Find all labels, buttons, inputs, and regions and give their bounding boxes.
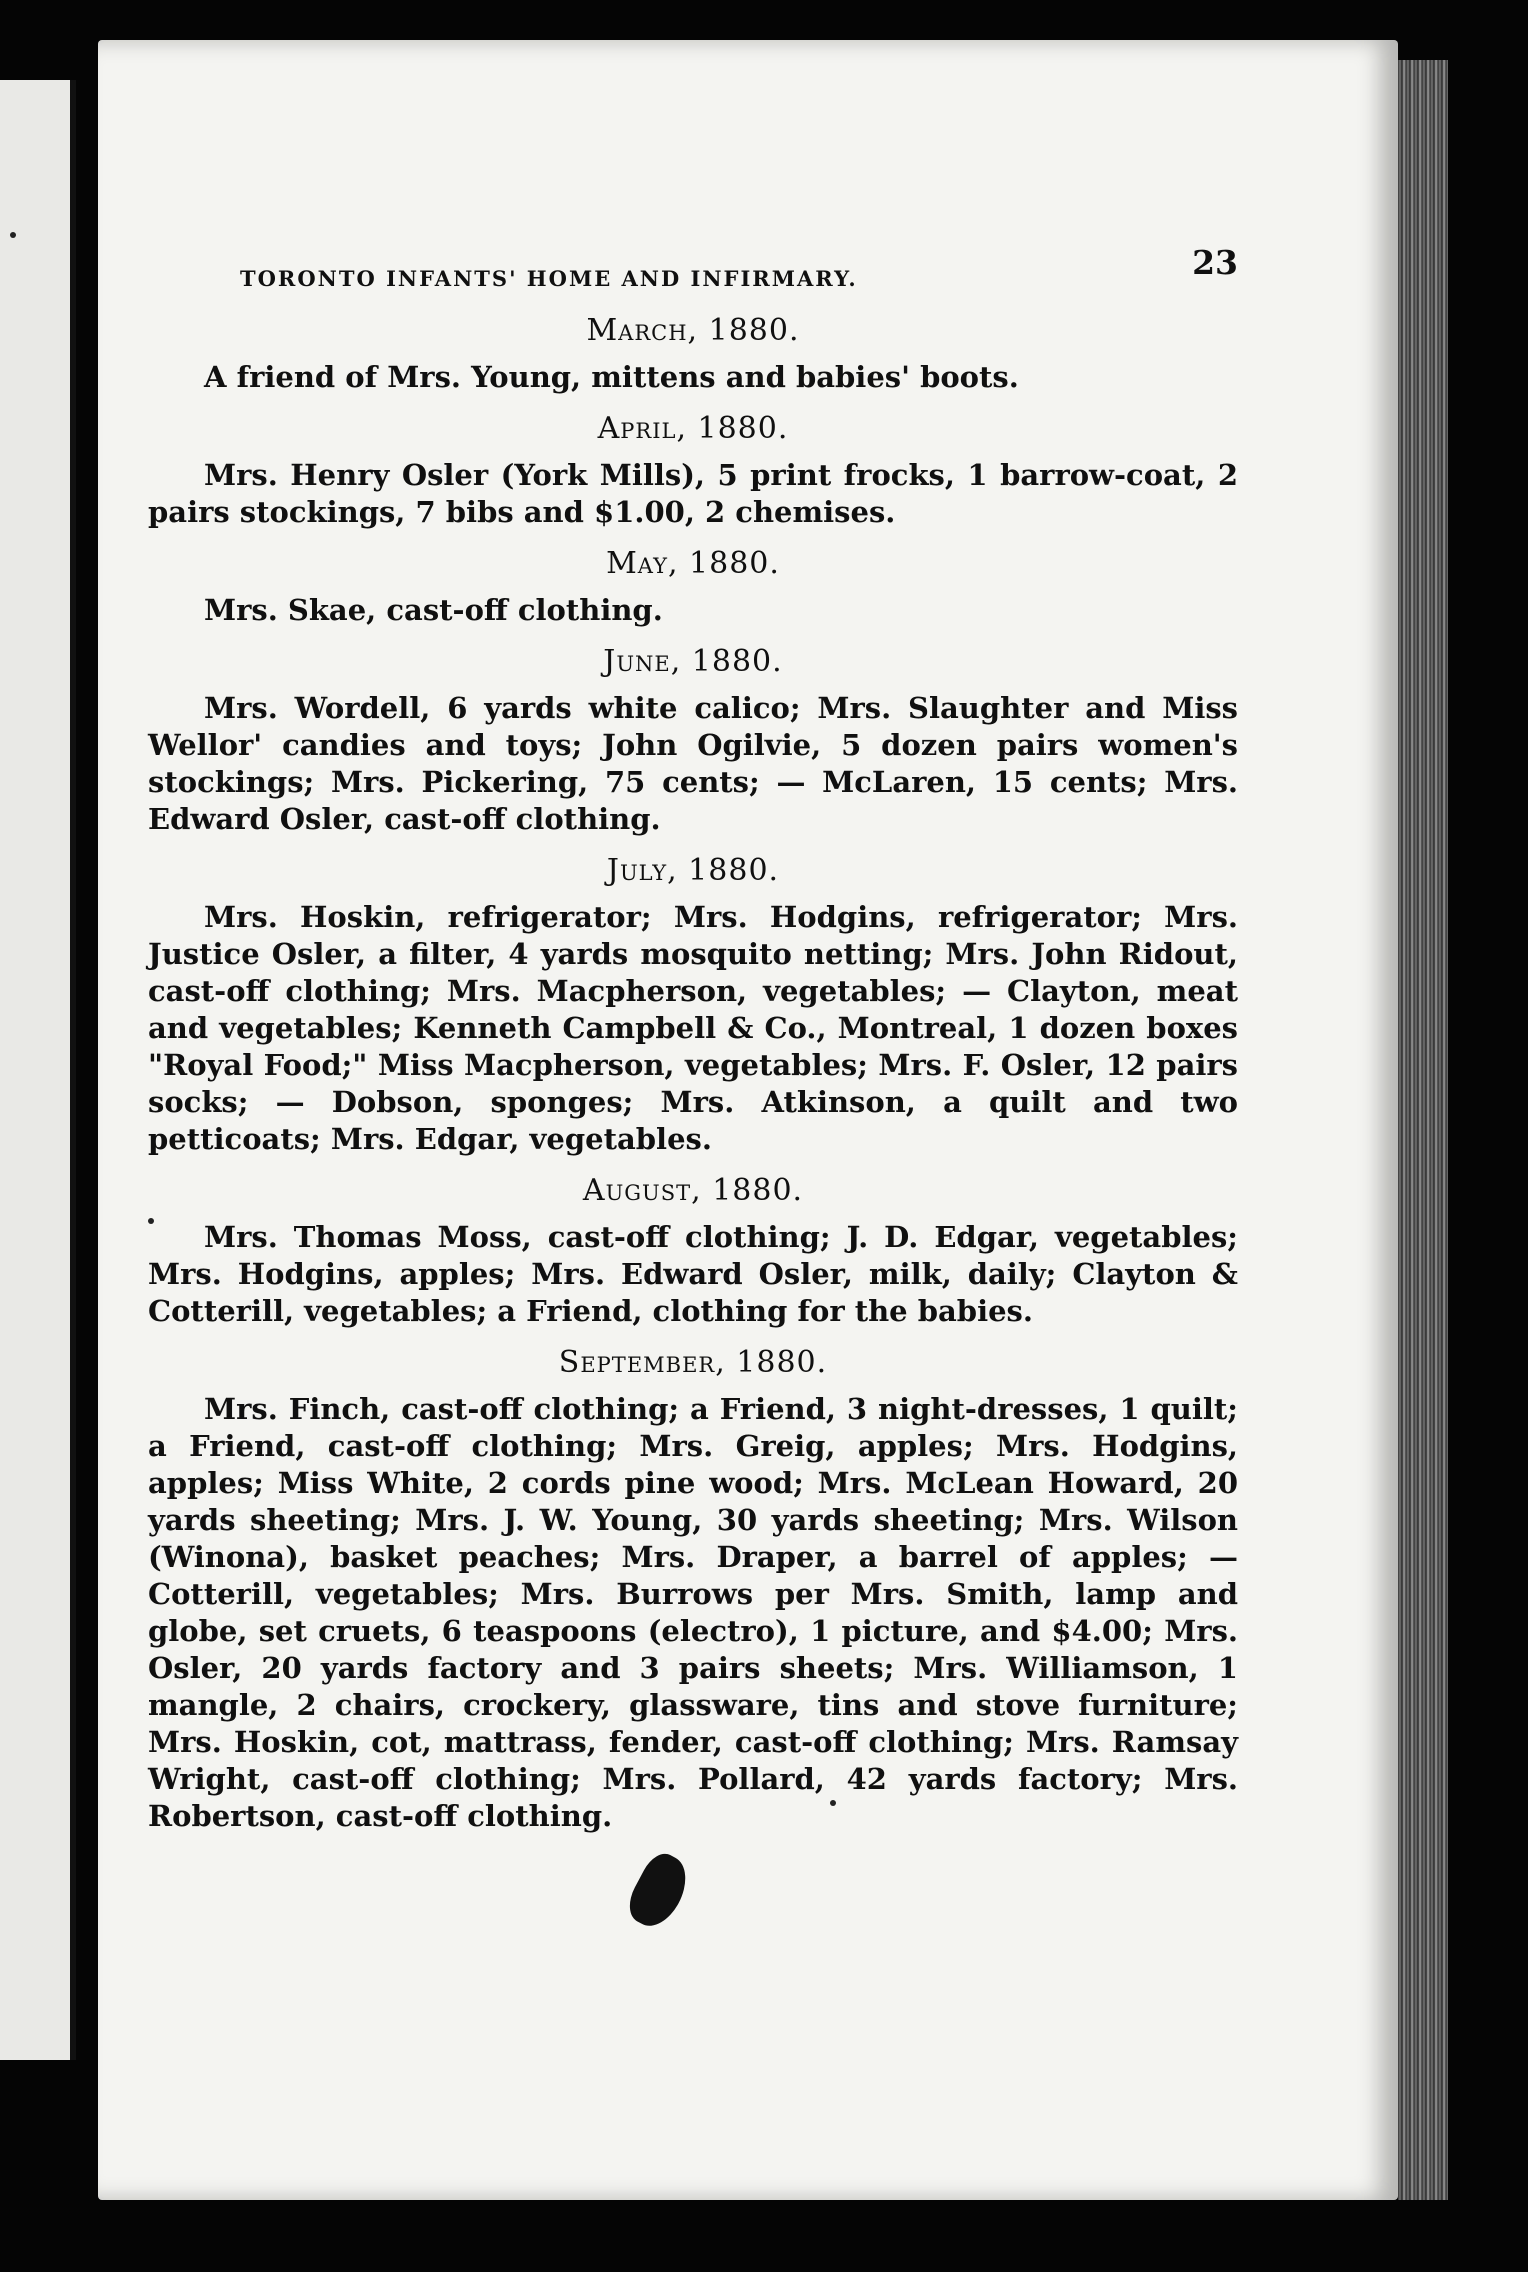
donation-entry: Mrs. Finch, cast-off clothing; a Friend, 3 night-dresses, 1 quilt; a Friend, cast-off clothing; Mrs. Greig, apples; Mrs. Hodgins, apples; Miss White, 2 cords pine wood; Mrs. McLean Howard, 20 yards sheeting; Mrs. J. W. Young, 30 yards sheeting; Mrs. Wilson (Winona), basket peaches; Mrs. Draper, a barrel of apples; — Cotterill, vegetables; Mrs. Burrows per Mrs. Smith, lamp and globe, set cruets, 6 teaspoons (electro), 1 picture, and $4.00; Mrs. Osler, 20 yards factory and 3 pairs sheets; Mrs. Williamson, 1 mangle, 2 chairs, crockery, glassware, tins and stove furniture; Mrs. Hoskin, cot, mattrass, fender, cast-off clothing; Mrs. Ramsay Wright, cast-off clothing; Mrs. Pollard, 42 yards factory; Mrs. Robertson, cast-off clothing. [148,1392,1238,1833]
section-june [148,643,1238,838]
month-heading: August, 1880. [582,1173,804,1208]
month-heading: April, 1880. [597,411,789,446]
page-content [148,238,1238,1841]
speck [148,1218,154,1224]
donation-entry: A friend of Mrs. Young, mittens and babies' boots. [204,360,1019,394]
month-heading: June, 1880. [603,644,783,679]
donation-entry: Mrs. Hoskin, refrigerator; Mrs. Hodgins, refrigerator; Mrs. Justice Osler, a filter, 4 yards mosquito netting; Mrs. John Ridout, cast-off clothing; Mrs. Macpherson, vegetables; — Clayton, meat and vegetables; Kenneth Campbell & Co., Montreal, 1 dozen boxes "Royal Food;" Miss Macpherson, vegetables; Mrs. F. Osler, 12 pairs socks; — Dobson, sponges; Mrs. Atkinson, a quilt and two petticoats; Mrs. Edgar, vegetables. [148,900,1238,1156]
speck [10,232,16,238]
donation-entry: Mrs. Skae, cast-off clothing. [204,593,663,627]
month-heading: March, 1880. [586,313,800,348]
section-april [148,410,1238,531]
donation-entry: Mrs. Henry Osler (York Mills), 5 print frocks, 1 barrow-coat, 2 pairs stockings, 7 bibs and $1.00, 2 chemises. [148,458,1238,529]
speck [830,1800,836,1806]
section-may [148,545,1238,629]
month-heading: September, 1880. [558,1345,828,1380]
donation-entry: Mrs. Wordell, 6 yards white calico; Mrs. Slaughter and Miss Wellor' candies and toys; John Ogilvie, 5 dozen pairs women's stockings; Mrs. Pickering, 75 cents; — McLaren, 15 cents; Mrs. Edward Osler, cast-off clothing. [148,691,1238,836]
section-july [148,852,1238,1158]
section-september [148,1344,1238,1835]
page-number: 23 [1192,243,1238,282]
facing-page-edge [0,80,76,2060]
month-heading: July, 1880. [606,853,780,888]
section-august [148,1172,1238,1330]
running-title: TORONTO INFANTS' HOME AND INFIRMARY. [240,266,858,291]
donation-entry: Mrs. Thomas Moss, cast-off clothing; J. D. Edgar, vegetables; Mrs. Hodgins, apples; Mrs. Edward Osler, milk, daily; Clayton & Cotterill, vegetables; a Friend, clothing for the babies. [148,1220,1238,1328]
month-heading: May, 1880. [606,546,780,581]
section-march [148,312,1238,396]
book-fore-edge [1398,60,1448,2200]
running-head [148,238,1238,298]
